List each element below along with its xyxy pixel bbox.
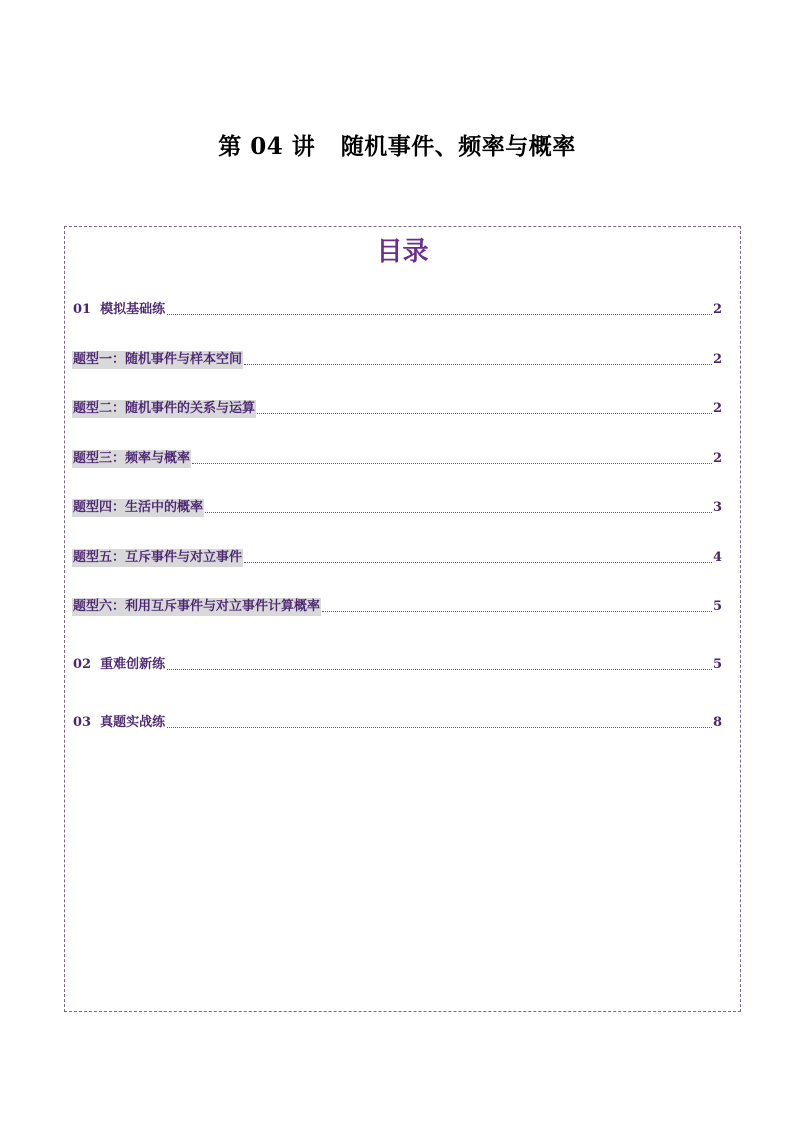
toc-leader-dots [167,668,712,670]
toc-leader-dots [167,313,712,315]
toc-entry-label: 02 重难创新练 [73,657,166,672]
toc-entry-label: 题型六：利用互斥事件与对立事件计算概率 [73,599,321,614]
toc-page-number: 2 [712,352,722,367]
toc-page-number: 8 [712,715,722,730]
toc-entry-type-2[interactable] [72,398,722,418]
toc-entry-label: 01 模拟基础练 [73,302,166,317]
toc-leader-dots [192,462,712,464]
toc-entry-difficult-innovation[interactable] [72,654,722,674]
toc-heading: 目录 [376,237,429,267]
toc-entry-type-6[interactable] [72,596,722,616]
table-of-contents [64,226,741,1012]
document-title: 第 04 讲 随机事件、频率与概率 [218,133,576,160]
toc-page-number: 5 [712,599,722,614]
toc-leader-dots [322,610,712,612]
toc-page-number: 4 [712,550,722,565]
toc-entry-type-1[interactable] [72,349,722,369]
toc-entry-type-4[interactable] [72,497,722,517]
toc-entry-label: 03 真题实战练 [73,715,166,730]
toc-leader-dots [167,726,712,728]
toc-entry-label: 题型四：生活中的概率 [73,500,204,515]
toc-page-number: 3 [712,500,722,515]
toc-leader-dots [244,561,712,563]
toc-entry-label: 题型五：互斥事件与对立事件 [73,550,243,565]
toc-page-number: 5 [712,657,722,672]
toc-entry-type-3[interactable] [72,448,722,468]
toc-page-number: 2 [712,401,722,416]
toc-page-number: 2 [712,451,722,466]
toc-entry-label: 题型三：频率与概率 [73,451,191,466]
toc-leader-dots [257,412,712,414]
toc-page-number: 2 [712,302,722,317]
toc-entry-real-exam-practice[interactable] [72,712,722,732]
toc-entry-label: 题型二：随机事件的关系与运算 [73,401,256,416]
toc-leader-dots [205,511,712,513]
toc-entry-simulation-basics[interactable] [72,299,722,319]
toc-entry-type-5[interactable] [72,547,722,567]
toc-entry-label: 题型一：随机事件与样本空间 [73,352,243,367]
toc-leader-dots [244,363,712,365]
